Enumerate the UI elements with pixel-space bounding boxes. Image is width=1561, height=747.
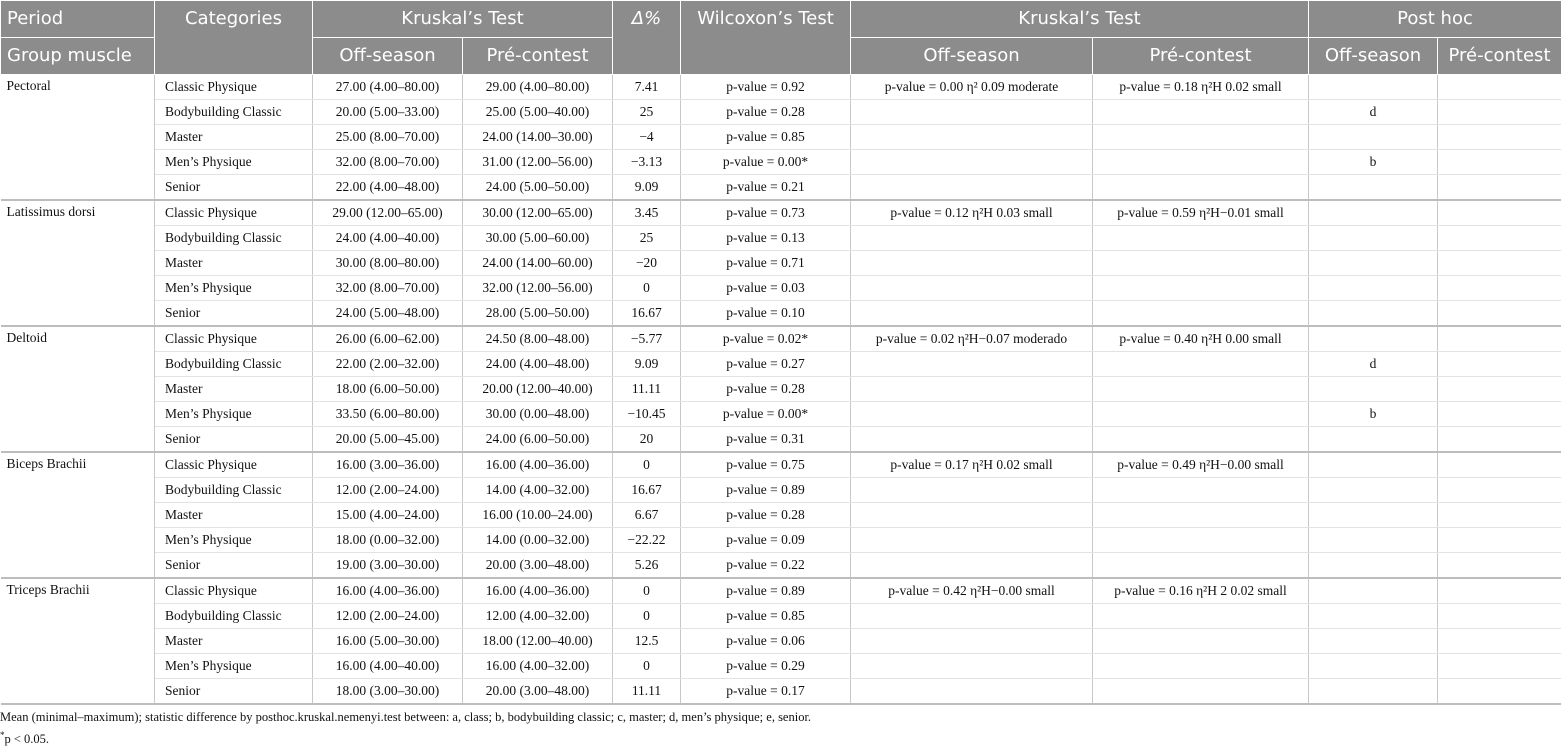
kruskal-pre-contest: p-value = 0.16 η²H 2 0.02 small [1093, 578, 1309, 604]
kruskal-off-season: p-value = 0.00 η² 0.09 moderate [851, 75, 1093, 100]
posthoc-off-season [1309, 478, 1438, 503]
delta-value: −22.22 [613, 528, 681, 553]
pre-contest-value: 20.00 (3.00–48.00) [463, 553, 613, 579]
wilcoxon-value: p-value = 0.89 [681, 578, 851, 604]
pre-contest-header-3: Pré-contest [1438, 38, 1561, 75]
period-header: Period [1, 1, 155, 38]
wilcoxon-value: p-value = 0.22 [681, 553, 851, 579]
off-season-header-2: Off-season [851, 38, 1093, 75]
delta-value: −20 [613, 251, 681, 276]
posthoc-off-season [1309, 75, 1438, 100]
delta-value: 0 [613, 276, 681, 301]
kruskal-off-season [851, 528, 1093, 553]
table-header [1, 1, 1561, 75]
table-row [1, 553, 1561, 579]
posthoc-off-season [1309, 251, 1438, 276]
footnote-legend: Mean (minimal–maximum); statistic difference by posthoc.kruskal.nemenyi.test between: a, class; b, bodybuilding classic; c, master; d, men’s physique; e, senior. [0, 710, 811, 725]
kruskal-off-season [851, 377, 1093, 402]
category-cell: Senior [155, 553, 313, 579]
delta-value: 11.11 [613, 377, 681, 402]
pre-contest-value: 30.00 (12.00–65.00) [463, 200, 613, 226]
pre-contest-value: 25.00 (5.00–40.00) [463, 100, 613, 125]
off-season-value: 12.00 (2.00–24.00) [313, 478, 463, 503]
wilcoxon-value: p-value = 0.28 [681, 100, 851, 125]
delta-value: 3.45 [613, 200, 681, 226]
off-season-value: 18.00 (6.00–50.00) [313, 377, 463, 402]
kruskal-off-season [851, 654, 1093, 679]
category-cell: Master [155, 377, 313, 402]
table-row [1, 301, 1561, 327]
table-row [1, 427, 1561, 453]
pre-contest-value: 14.00 (4.00–32.00) [463, 478, 613, 503]
pre-contest-value: 30.00 (0.00–48.00) [463, 402, 613, 427]
table-row [1, 452, 1561, 478]
table-row [1, 352, 1561, 377]
posthoc-pre-contest [1438, 553, 1561, 579]
kruskal-off-season [851, 478, 1093, 503]
pre-contest-value: 24.00 (14.00–60.00) [463, 251, 613, 276]
posthoc-off-season [1309, 125, 1438, 150]
off-season-value: 20.00 (5.00–45.00) [313, 427, 463, 453]
kruskal-off-season: p-value = 0.02 η²H−0.07 moderado [851, 326, 1093, 352]
kruskal-pre-contest [1093, 654, 1309, 679]
kruskal-pre-contest [1093, 175, 1309, 201]
kruskal-header-2: Kruskal’s Test [851, 1, 1309, 38]
wilcoxon-value: p-value = 0.29 [681, 654, 851, 679]
posthoc-pre-contest [1438, 654, 1561, 679]
off-season-value: 16.00 (3.00–36.00) [313, 452, 463, 478]
posthoc-pre-contest [1438, 604, 1561, 629]
muscle-group-cell: Biceps Brachii [1, 452, 155, 578]
category-cell: Master [155, 251, 313, 276]
wilcoxon-value: p-value = 0.00* [681, 402, 851, 427]
posthoc-off-season [1309, 528, 1438, 553]
table-row [1, 402, 1561, 427]
pre-contest-value: 24.00 (6.00–50.00) [463, 427, 613, 453]
posthoc-pre-contest [1438, 326, 1561, 352]
off-season-value: 16.00 (5.00–30.00) [313, 629, 463, 654]
posthoc-off-season [1309, 629, 1438, 654]
posthoc-off-season [1309, 452, 1438, 478]
category-cell: Bodybuilding Classic [155, 478, 313, 503]
off-season-value: 20.00 (5.00–33.00) [313, 100, 463, 125]
pre-contest-value: 24.50 (8.00–48.00) [463, 326, 613, 352]
kruskal-off-season [851, 100, 1093, 125]
table-body [1, 75, 1561, 705]
category-cell: Senior [155, 175, 313, 201]
pre-contest-value: 30.00 (5.00–60.00) [463, 226, 613, 251]
posthoc-pre-contest [1438, 150, 1561, 175]
kruskal-pre-contest [1093, 503, 1309, 528]
posthoc-off-season [1309, 226, 1438, 251]
posthoc-pre-contest [1438, 452, 1561, 478]
table-row [1, 503, 1561, 528]
off-season-value: 18.00 (0.00–32.00) [313, 528, 463, 553]
kruskal-pre-contest [1093, 352, 1309, 377]
footnote-significance-text: p < 0.05. [5, 732, 50, 746]
posthoc-off-season: d [1309, 100, 1438, 125]
kruskal-pre-contest [1093, 553, 1309, 579]
kruskal-pre-contest [1093, 604, 1309, 629]
pre-contest-value: 16.00 (4.00–36.00) [463, 452, 613, 478]
posthoc-pre-contest [1438, 352, 1561, 377]
table-row [1, 629, 1561, 654]
footnote-significance [0, 730, 49, 747]
table-row [1, 276, 1561, 301]
group-muscle-header: Group muscle [1, 38, 155, 75]
delta-value: 11.11 [613, 679, 681, 705]
delta-value: 5.26 [613, 553, 681, 579]
category-cell: Bodybuilding Classic [155, 604, 313, 629]
kruskal-pre-contest [1093, 125, 1309, 150]
kruskal-pre-contest [1093, 427, 1309, 453]
off-season-value: 32.00 (8.00–70.00) [313, 150, 463, 175]
pre-contest-value: 14.00 (0.00–32.00) [463, 528, 613, 553]
pre-contest-value: 16.00 (4.00–36.00) [463, 578, 613, 604]
table-row [1, 654, 1561, 679]
delta-value: 16.67 [613, 478, 681, 503]
wilcoxon-value: p-value = 0.00* [681, 150, 851, 175]
posthoc-pre-contest [1438, 75, 1561, 100]
delta-value: 9.09 [613, 175, 681, 201]
kruskal-off-season: p-value = 0.17 η²H 0.02 small [851, 452, 1093, 478]
table-row [1, 326, 1561, 352]
pre-contest-value: 29.00 (4.00–80.00) [463, 75, 613, 100]
wilcoxon-value: p-value = 0.89 [681, 478, 851, 503]
posthoc-off-season [1309, 200, 1438, 226]
wilcoxon-value: p-value = 0.73 [681, 200, 851, 226]
kruskal-off-season [851, 226, 1093, 251]
table-row [1, 100, 1561, 125]
off-season-value: 24.00 (5.00–48.00) [313, 301, 463, 327]
delta-value: 9.09 [613, 352, 681, 377]
table-row [1, 175, 1561, 201]
posthoc-pre-contest [1438, 251, 1561, 276]
pre-contest-value: 12.00 (4.00–32.00) [463, 604, 613, 629]
table-row [1, 528, 1561, 553]
kruskal-off-season [851, 352, 1093, 377]
wilcoxon-value: p-value = 0.28 [681, 377, 851, 402]
off-season-value: 33.50 (6.00–80.00) [313, 402, 463, 427]
table-row [1, 377, 1561, 402]
wilcoxon-value: p-value = 0.85 [681, 125, 851, 150]
off-season-value: 27.00 (4.00–80.00) [313, 75, 463, 100]
posthoc-pre-contest [1438, 679, 1561, 705]
posthoc-pre-contest [1438, 629, 1561, 654]
posthoc-off-season [1309, 654, 1438, 679]
table-row [1, 75, 1561, 100]
kruskal-pre-contest [1093, 528, 1309, 553]
off-season-value: 16.00 (4.00–40.00) [313, 654, 463, 679]
off-season-header-1: Off-season [313, 38, 463, 75]
wilcoxon-value: p-value = 0.06 [681, 629, 851, 654]
wilcoxon-value: p-value = 0.13 [681, 226, 851, 251]
delta-value: −10.45 [613, 402, 681, 427]
posthoc-pre-contest [1438, 578, 1561, 604]
category-cell: Bodybuilding Classic [155, 100, 313, 125]
delta-header: Δ% [613, 1, 681, 75]
kruskal-off-season [851, 150, 1093, 175]
kruskal-off-season [851, 402, 1093, 427]
category-cell: Senior [155, 301, 313, 327]
delta-value: 25 [613, 100, 681, 125]
off-season-value: 24.00 (4.00–40.00) [313, 226, 463, 251]
pre-contest-value: 16.00 (10.00–24.00) [463, 503, 613, 528]
posthoc-off-season [1309, 326, 1438, 352]
footnote-mark: * [0, 730, 5, 740]
posthoc-header: Post hoc [1309, 1, 1561, 38]
delta-value: 0 [613, 578, 681, 604]
table-row [1, 478, 1561, 503]
wilcoxon-value: p-value = 0.17 [681, 679, 851, 705]
categories-header: Categories [155, 1, 313, 75]
category-cell: Men’s Physique [155, 528, 313, 553]
pre-contest-value: 24.00 (5.00–50.00) [463, 175, 613, 201]
wilcoxon-value: p-value = 0.71 [681, 251, 851, 276]
kruskal-off-season [851, 251, 1093, 276]
table-row [1, 251, 1561, 276]
wilcoxon-value: p-value = 0.31 [681, 427, 851, 453]
delta-value: 16.67 [613, 301, 681, 327]
off-season-value: 30.00 (8.00–80.00) [313, 251, 463, 276]
wilcoxon-value: p-value = 0.28 [681, 503, 851, 528]
pre-contest-value: 31.00 (12.00–56.00) [463, 150, 613, 175]
category-cell: Men’s Physique [155, 150, 313, 175]
category-cell: Bodybuilding Classic [155, 226, 313, 251]
table-row [1, 125, 1561, 150]
off-season-value: 25.00 (8.00–70.00) [313, 125, 463, 150]
posthoc-pre-contest [1438, 427, 1561, 453]
category-cell: Master [155, 503, 313, 528]
posthoc-pre-contest [1438, 226, 1561, 251]
kruskal-pre-contest [1093, 377, 1309, 402]
pre-contest-value: 20.00 (12.00–40.00) [463, 377, 613, 402]
kruskal-pre-contest: p-value = 0.40 η²H 0.00 small [1093, 326, 1309, 352]
wilcoxon-value: p-value = 0.85 [681, 604, 851, 629]
category-cell: Bodybuilding Classic [155, 352, 313, 377]
delta-value: 7.41 [613, 75, 681, 100]
wilcoxon-value: p-value = 0.75 [681, 452, 851, 478]
table-row [1, 604, 1561, 629]
posthoc-pre-contest [1438, 200, 1561, 226]
posthoc-pre-contest [1438, 503, 1561, 528]
off-season-value: 18.00 (3.00–30.00) [313, 679, 463, 705]
delta-value: 12.5 [613, 629, 681, 654]
kruskal-pre-contest [1093, 100, 1309, 125]
off-season-value: 19.00 (3.00–30.00) [313, 553, 463, 579]
kruskal-off-season [851, 553, 1093, 579]
off-season-value: 22.00 (2.00–32.00) [313, 352, 463, 377]
off-season-value: 26.00 (6.00–62.00) [313, 326, 463, 352]
category-cell: Classic Physique [155, 326, 313, 352]
delta-value: −5.77 [613, 326, 681, 352]
posthoc-off-season: b [1309, 402, 1438, 427]
kruskal-off-season [851, 276, 1093, 301]
off-season-value: 29.00 (12.00–65.00) [313, 200, 463, 226]
posthoc-off-season [1309, 175, 1438, 201]
table-row [1, 226, 1561, 251]
kruskal-off-season [851, 503, 1093, 528]
wilcoxon-value: p-value = 0.10 [681, 301, 851, 327]
off-season-value: 22.00 (4.00–48.00) [313, 175, 463, 201]
pre-contest-header-2: Pré-contest [1093, 38, 1309, 75]
posthoc-off-season [1309, 679, 1438, 705]
posthoc-off-season [1309, 276, 1438, 301]
kruskal-off-season [851, 427, 1093, 453]
kruskal-pre-contest [1093, 679, 1309, 705]
off-season-value: 16.00 (4.00–36.00) [313, 578, 463, 604]
posthoc-pre-contest [1438, 100, 1561, 125]
off-season-value: 32.00 (8.00–70.00) [313, 276, 463, 301]
kruskal-pre-contest [1093, 251, 1309, 276]
kruskal-off-season [851, 125, 1093, 150]
posthoc-pre-contest [1438, 125, 1561, 150]
posthoc-off-season [1309, 377, 1438, 402]
table-row [1, 679, 1561, 705]
category-cell: Master [155, 125, 313, 150]
delta-value: 20 [613, 427, 681, 453]
pre-contest-value: 18.00 (12.00–40.00) [463, 629, 613, 654]
off-season-header-3: Off-season [1309, 38, 1438, 75]
posthoc-pre-contest [1438, 276, 1561, 301]
category-cell: Classic Physique [155, 75, 313, 100]
delta-value: 0 [613, 654, 681, 679]
category-cell: Men’s Physique [155, 276, 313, 301]
kruskal-off-season: p-value = 0.12 η²H 0.03 small [851, 200, 1093, 226]
table-row [1, 200, 1561, 226]
category-cell: Classic Physique [155, 578, 313, 604]
muscle-group-cell: Pectoral [1, 75, 155, 201]
table-row [1, 150, 1561, 175]
pre-contest-value: 16.00 (4.00–32.00) [463, 654, 613, 679]
category-cell: Senior [155, 427, 313, 453]
category-cell: Classic Physique [155, 452, 313, 478]
off-season-value: 15.00 (4.00–24.00) [313, 503, 463, 528]
kruskal-pre-contest [1093, 150, 1309, 175]
pre-contest-value: 20.00 (3.00–48.00) [463, 679, 613, 705]
kruskal-off-season: p-value = 0.42 η²H−0.00 small [851, 578, 1093, 604]
category-cell: Men’s Physique [155, 654, 313, 679]
posthoc-off-season [1309, 604, 1438, 629]
posthoc-off-season [1309, 553, 1438, 579]
posthoc-off-season [1309, 578, 1438, 604]
kruskal-pre-contest: p-value = 0.49 η²H−0.00 small [1093, 452, 1309, 478]
posthoc-off-season: d [1309, 352, 1438, 377]
category-cell: Master [155, 629, 313, 654]
kruskal-pre-contest [1093, 276, 1309, 301]
wilcoxon-header: Wilcoxon’s Test [681, 1, 851, 75]
category-cell: Senior [155, 679, 313, 705]
table-row [1, 578, 1561, 604]
posthoc-pre-contest [1438, 377, 1561, 402]
kruskal-off-season [851, 175, 1093, 201]
kruskal-off-season [851, 604, 1093, 629]
wilcoxon-value: p-value = 0.92 [681, 75, 851, 100]
posthoc-off-season [1309, 427, 1438, 453]
kruskal-off-season [851, 679, 1093, 705]
posthoc-off-season: b [1309, 150, 1438, 175]
posthoc-off-season [1309, 301, 1438, 327]
posthoc-pre-contest [1438, 402, 1561, 427]
pre-contest-value: 24.00 (4.00–48.00) [463, 352, 613, 377]
wilcoxon-value: p-value = 0.03 [681, 276, 851, 301]
pre-contest-value: 32.00 (12.00–56.00) [463, 276, 613, 301]
kruskal-pre-contest: p-value = 0.59 η²H−0.01 small [1093, 200, 1309, 226]
muscle-group-cell: Deltoid [1, 326, 155, 452]
kruskal-pre-contest [1093, 301, 1309, 327]
posthoc-pre-contest [1438, 528, 1561, 553]
posthoc-pre-contest [1438, 175, 1561, 201]
wilcoxon-value: p-value = 0.21 [681, 175, 851, 201]
kruskal-pre-contest [1093, 478, 1309, 503]
wilcoxon-value: p-value = 0.27 [681, 352, 851, 377]
muscle-group-cell: Latissimus dorsi [1, 200, 155, 326]
delta-value: 0 [613, 452, 681, 478]
kruskal-pre-contest [1093, 226, 1309, 251]
kruskal-off-season [851, 629, 1093, 654]
category-cell: Men’s Physique [155, 402, 313, 427]
off-season-value: 12.00 (2.00–24.00) [313, 604, 463, 629]
kruskal-off-season [851, 301, 1093, 327]
muscle-group-cell: Triceps Brachii [1, 578, 155, 704]
wilcoxon-value: p-value = 0.02* [681, 326, 851, 352]
pre-contest-value: 28.00 (5.00–50.00) [463, 301, 613, 327]
kruskal-pre-contest: p-value = 0.18 η²H 0.02 small [1093, 75, 1309, 100]
delta-value: 25 [613, 226, 681, 251]
kruskal-pre-contest [1093, 402, 1309, 427]
delta-value: −4 [613, 125, 681, 150]
delta-value: 6.67 [613, 503, 681, 528]
pre-contest-header-1: Pré-contest [463, 38, 613, 75]
category-cell: Classic Physique [155, 200, 313, 226]
kruskal-header-1: Kruskal’s Test [313, 1, 613, 38]
delta-value: −3.13 [613, 150, 681, 175]
kruskal-pre-contest [1093, 629, 1309, 654]
pre-contest-value: 24.00 (14.00–30.00) [463, 125, 613, 150]
posthoc-off-season [1309, 503, 1438, 528]
posthoc-pre-contest [1438, 301, 1561, 327]
wilcoxon-value: p-value = 0.09 [681, 528, 851, 553]
posthoc-pre-contest [1438, 478, 1561, 503]
delta-value: 0 [613, 604, 681, 629]
